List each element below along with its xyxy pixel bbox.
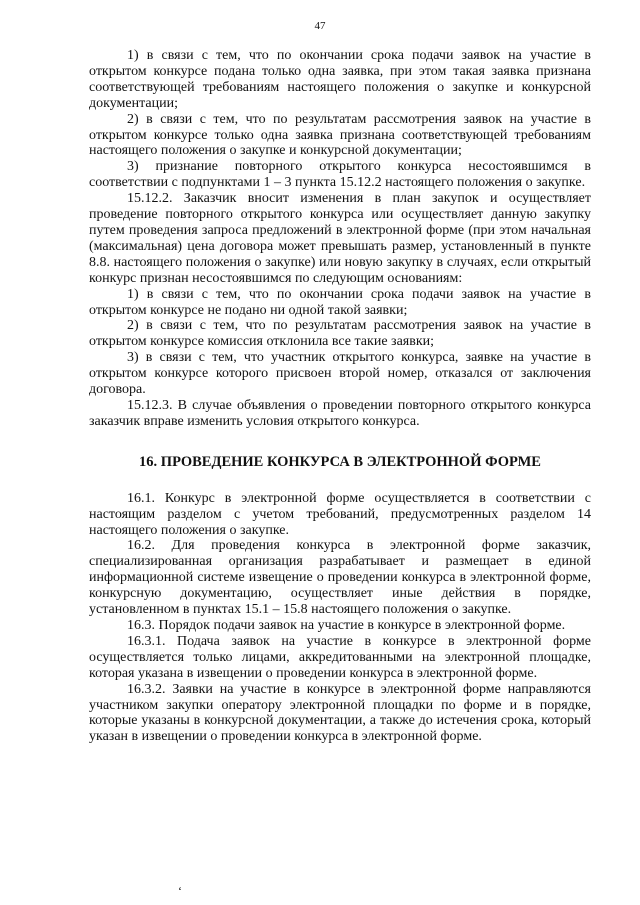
list-item-2: 2) в связи с тем, что по результатам рассмотрения заявок на участие в открытом конкурсе только одна заявка признана соответствующей требованиям настоящего положения о закупке и конкурсной документации;	[89, 111, 591, 159]
clause-16-3: 16.3. Порядок подачи заявок на участие в конкурсе в электронной форме.	[127, 618, 566, 633]
scan-mark: ʻ	[178, 884, 182, 898]
ground-3: 3) в связи с тем, что участник открытого конкурса, заявке на участие в открытом конкурсе которого присвоен второй номер, отказался от заключения договора.	[89, 350, 591, 398]
clause-15-12-2: 15.12.2. Заказчик вносит изменения в план закупок и осуществляет проведение повторного открытого конкурса или осуществляет данную закупку путем проведения запроса предложений в электронной форме (при этом начальная (максимальная) цена договора может превышать размер, установленный в пункте 8.8. настоящего положения о закупке) или новую закупку в случаях, если открытый конкурс признан несостоявшимся по следующим основаниям:	[89, 191, 591, 286]
clause-16-3-1: 16.3.1. Подача заявок на участие в конкурсе в электронной форме осуществляется только лицами, аккредитованными на электронной площадке, которая указана в извещении о проведении конкурса в электронной форме.	[89, 633, 591, 681]
page-number: 47	[314, 20, 326, 32]
page-content	[89, 48, 591, 745]
clause-15-12-3: 15.12.3. В случае объявления о проведении повторного открытого конкурса заказчик вправе изменить условия открытого конкурса.	[89, 397, 591, 429]
list-item-3: 3) признание повторного открытого конкурса несостоявшимся в соответствии с подпунктами 1 – 3 пункта 15.12.2 настоящего положения о закупке.	[89, 159, 591, 191]
ground-2: 2) в связи с тем, что по результатам рассмотрения заявок на участие в открытом конкурсе комиссия отклонила все такие заявки;	[89, 318, 591, 350]
clause-16-3-2: 16.3.2. Заявки на участие в конкурсе в электронной форме направляются участником закупки оператору электронной площадки по форме и в порядке, которые указаны в конкурсной документации, а также до истечения срока, который указан в извещении о проведении конкурса в электронной форме.	[89, 681, 591, 745]
section-heading: 16. ПРОВЕДЕНИЕ КОНКУРСА В ЭЛЕКТРОННОЙ ФОРМЕ	[139, 453, 541, 470]
clause-16-2: 16.2. Для проведения конкурса в электронной форме заказчик, специализированная организация разрабатывает и размещает в единой информационной системе извещение о проведении конкурса в электронной форме, конкурсную документацию, осуществляет иные действия в порядке, установленном в пунктах 15.1 – 15.8 настоящего положения о закупке.	[89, 538, 591, 618]
list-item-1: 1) в связи с тем, что по окончании срока подачи заявок на участие в открытом конкурсе подана только одна заявка, при этом такая заявка признана соответствующей требованиям настоящего положения о закупке и конкурсной документации;	[89, 48, 591, 111]
clause-16-1: 16.1. Конкурс в электронной форме осуществляется в соответствии с настоящим разделом с учетом требований, предусмотренных разделом 14 настоящего положения о закупке.	[89, 490, 591, 538]
ground-1: 1) в связи с тем, что по окончании срока подачи заявок на участие в открытом конкурсе не подано ни одной такой заявки;	[89, 286, 591, 318]
